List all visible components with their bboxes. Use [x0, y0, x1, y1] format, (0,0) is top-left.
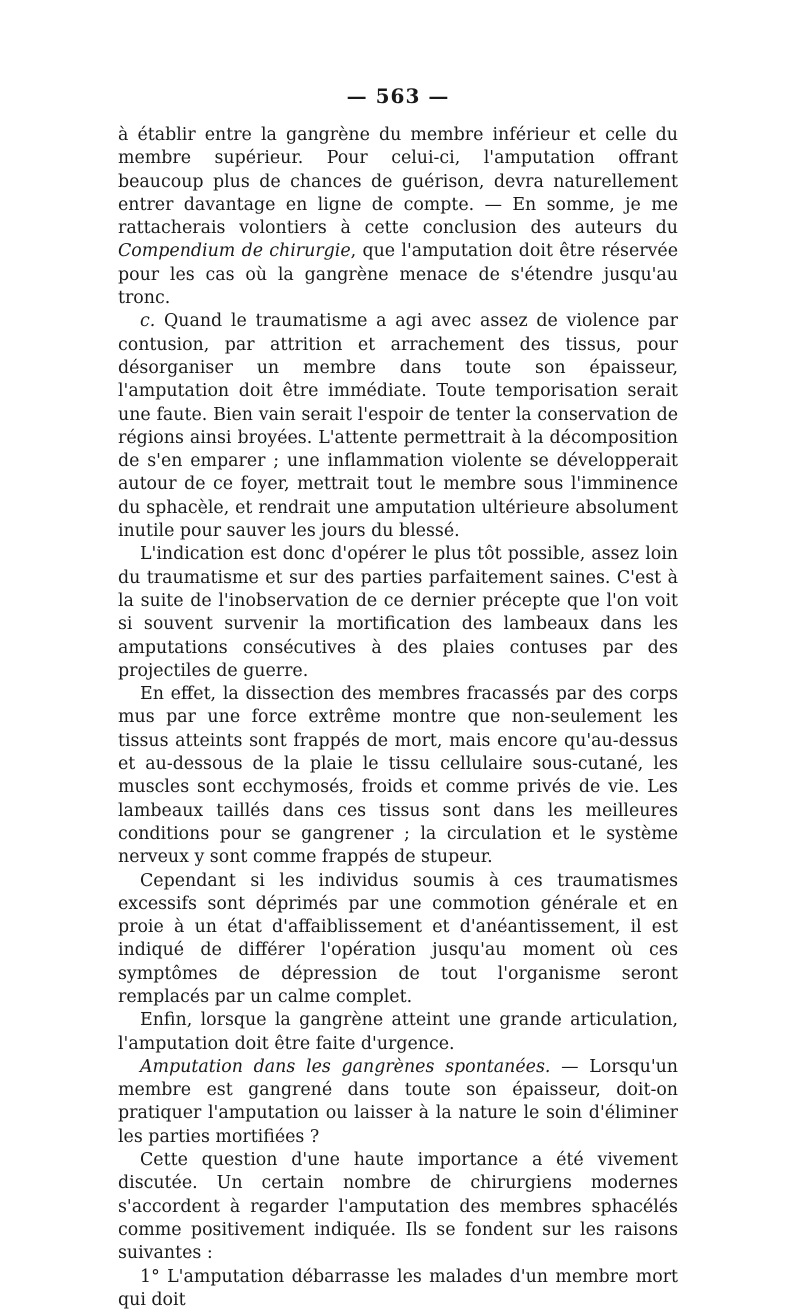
text-run: à établir entre la gangrène du membre inférieur et celle du membre supérieur. Pour celui-ci, l'amputation offrant beaucoup plus de chances de guérison, devra naturellement entrer davantage en ligne de compte. — En somme, je me rattacherais volontiers à cette conclusion des auteurs du: [118, 125, 678, 239]
paragraph-p5: [118, 870, 678, 1010]
paragraph-p4: [118, 683, 678, 869]
text-run: Quand le traumatisme a agi avec assez de violence par contusion, par attrition et arrachement des tissus, pour désorganiser un membre dans toute son épaisseur, l'amputation doit être immédiate. Toute temporisation serait une faute. Bien vain serait l'espoir de tenter la conservation de régions ainsi broyées. L'attente permettrait à la décomposition de s'en emparer ; une inflammation violente se développerait autour de ce foyer, mettrait tout le membre sous l'imminence du sphacèle, et rendrait une amputation ultérieure absolument inutile pour sauver les jours du blessé.: [118, 311, 678, 542]
paragraph-p2: [118, 310, 678, 543]
italic-text: Compendium de chirurgie: [118, 241, 351, 262]
italic-text: Amputation dans les gangrènes spontanées.: [140, 1056, 551, 1077]
text-run: Cependant si les individus soumis à ces traumatismes excessifs sont déprimés par une commotion générale et en proie à un état d'affaiblissement et d'anéantissement, il est indiqué de différer l'opération jusqu'au moment où ces symptômes de dépression de tout l'organisme seront remplacés par un calme complet.: [118, 870, 678, 1007]
paragraph-p7: [118, 1056, 678, 1149]
page-number: — 563 —: [346, 84, 450, 108]
text-run: En effet, la dissection des membres fracassés par des corps mus par une force extrême montre que non-seulement les tissus atteints sont frappés de mort, mais encore qu'au-dessus et au-dessous de la plaie le tissu cellulaire sous-cutané, les muscles sont ecchymosés, froids et comme privés de vie. Les lambeaux taillés dans ces tissus sont dans les meilleures conditions pour se gangrener ; la circulation et le système nerveux y sont comme frappés de stupeur.: [118, 684, 678, 868]
paragraph-p9: [118, 1266, 678, 1312]
italic-text: c.: [140, 311, 156, 332]
paragraph-p6: [118, 1009, 678, 1056]
book-page: [118, 84, 678, 1312]
body-text: [118, 124, 678, 1312]
text-run: , que l'amputation doit être réservée pour les cas où la gangrène menace de s'étendre jusqu'au tronc.: [118, 241, 678, 309]
text-run: Enfin, lorsque la gangrène atteint une grande articulation, l'amputation doit être faite d'urgence.: [118, 1010, 678, 1054]
text-run: Cette question d'une haute importance a été vivement discutée. Un certain nombre de chirurgiens modernes s'accordent à regarder l'amputation des membres sphacélés comme positivement indiquée. Ils se fondent sur les raisons suivantes :: [118, 1150, 678, 1264]
text-run: L'indication est donc d'opérer le plus tôt possible, assez loin du traumatisme et sur des parties parfaitement saines. C'est à la suite de l'inobservation de ce dernier précepte que l'on voit si souvent survenir la mortification des lambeaux dans les amputations consécutives à des plaies contuses par des projectiles de guerre.: [118, 544, 678, 681]
text-run: 1° L'amputation débarrasse les malades d'un membre mort qui doit: [118, 1266, 678, 1310]
paragraph-p1: [118, 124, 678, 310]
paragraph-p8: [118, 1149, 678, 1265]
text-run: — Lorsqu'un membre est gangrené dans toute son épaisseur, doit-on pratiquer l'amputation ou laisser à la nature le soin d'éliminer les parties mortifiées ?: [118, 1056, 678, 1147]
paragraph-p3: [118, 543, 678, 683]
